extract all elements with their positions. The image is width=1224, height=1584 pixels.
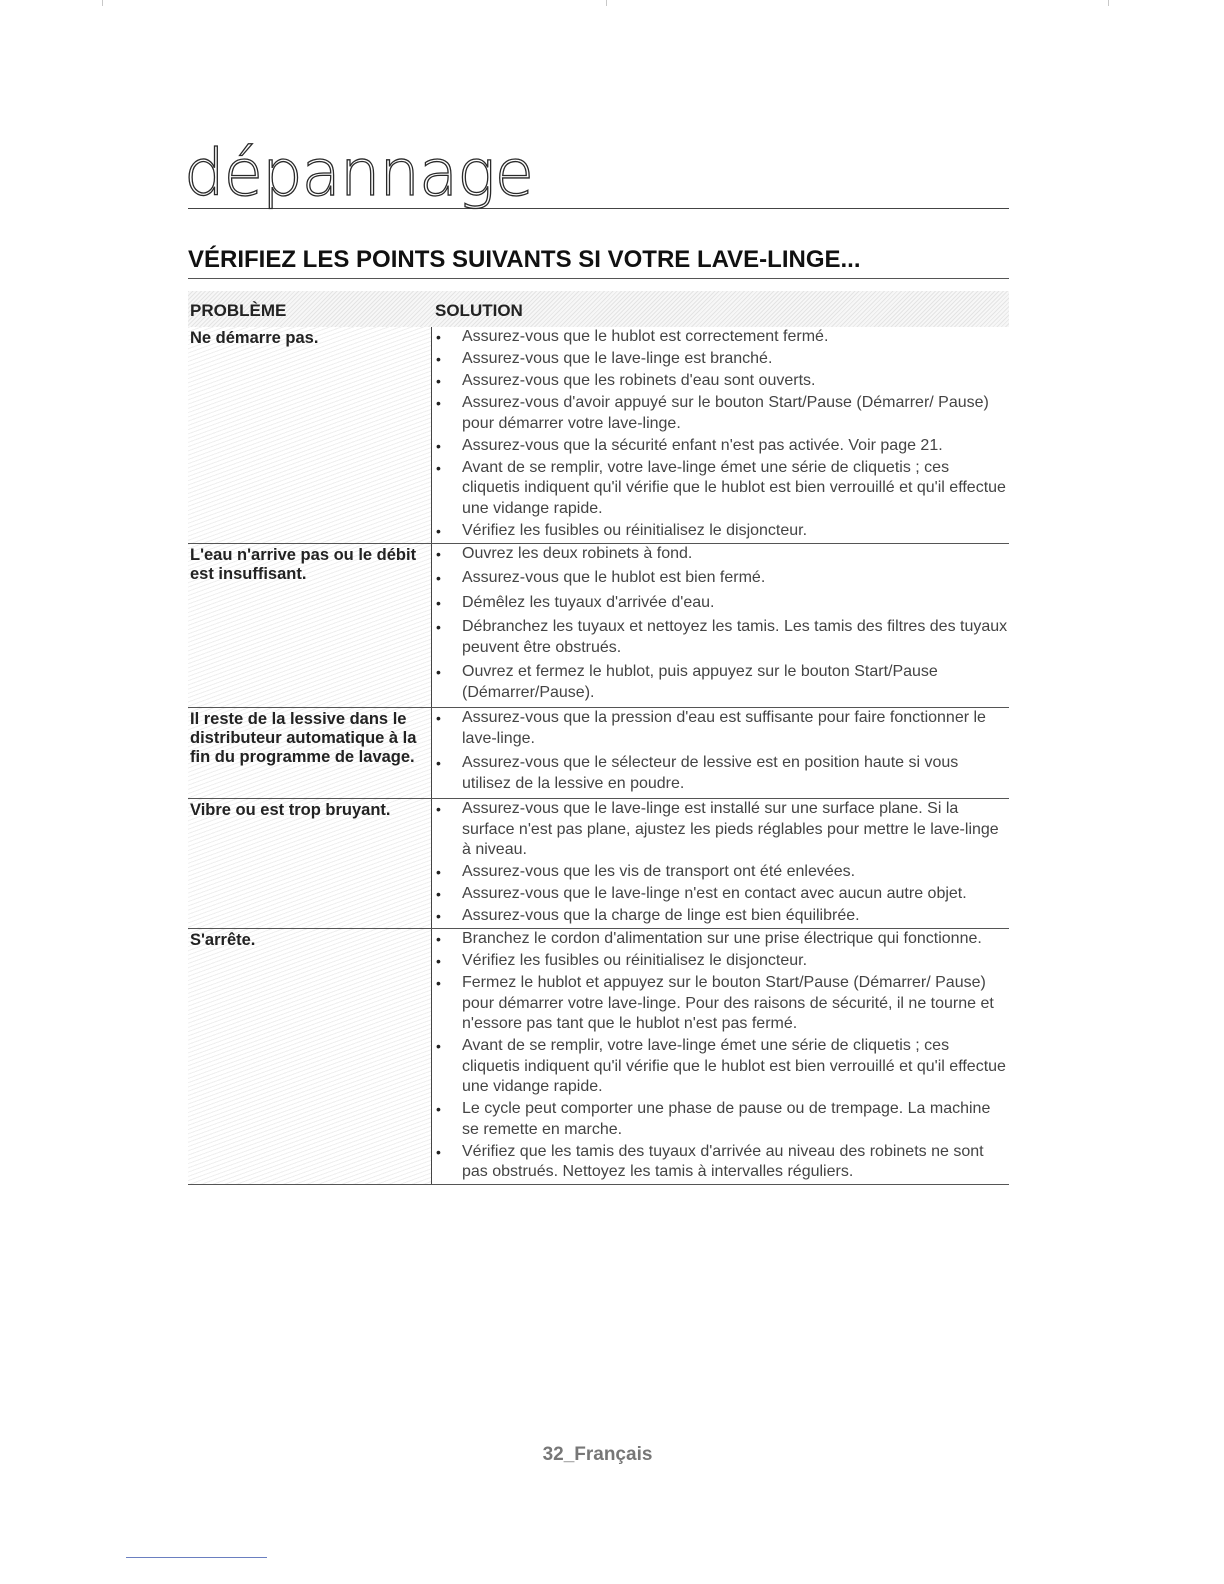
- page-footer: 32_Français: [542, 1444, 653, 1465]
- header-solution: SOLUTION: [435, 301, 523, 320]
- solution-text: Avant de se remplir, votre lave-linge émet une série de cliquetis ; ces cliquetis indiquent qu'il vérifie que le hublot est bien verrouillé et qu'il effectue une vidange rapide.: [462, 458, 1006, 517]
- bullet-icon: •: [436, 594, 441, 611]
- bullet-icon: •: [436, 570, 441, 586]
- page-title: dépannage: [184, 137, 533, 211]
- solution-text: Le cycle peut comporter une phase de pause ou de trempage. La machine se remette en marche.: [462, 1100, 991, 1138]
- solution-item: [432, 393, 1009, 434]
- solution-item: [432, 662, 1009, 703]
- solution-text: Avant de se remplir, votre lave-linge émet une série de cliquetis ; ces cliquetis indiquent qu'il vérifie que le hublot est bien verrouillé et qu'il effectue une vidange rapide.: [462, 1037, 1006, 1095]
- problem-cell: Ne démarre pas.: [188, 327, 432, 543]
- problem-cell: S'arrête.: [188, 929, 432, 1184]
- solution-text: Assurez-vous que la sécurité enfant n'est pas activée. Voir page 21.: [462, 436, 943, 454]
- table-row: [188, 327, 1009, 544]
- table-header: [188, 291, 1009, 327]
- crop-mark-right: [1108, 0, 1109, 6]
- problem-cell: Vibre ou est trop bruyant.: [188, 799, 432, 928]
- bullet-icon: •: [436, 755, 441, 771]
- problem-cell: L'eau n'arrive pas ou le débit est insuffisant.: [188, 544, 432, 708]
- solution-text: Ouvrez et fermez le hublot, puis appuyez sur le bouton Start/Pause (Démarrer/Pause).: [462, 663, 938, 701]
- bullet-icon: •: [436, 664, 441, 680]
- bullet-icon: •: [436, 619, 441, 635]
- section-heading-block: [188, 246, 1009, 279]
- troubleshooting-table: [188, 291, 1009, 1185]
- bullet-icon: •: [436, 373, 441, 389]
- solution-item: [432, 544, 1009, 565]
- solution-text: Assurez-vous que la charge de linge est bien équilibrée.: [462, 907, 860, 924]
- solution-item: [432, 568, 1009, 589]
- solution-cell: [432, 929, 1009, 1184]
- table-row: [188, 799, 1009, 929]
- solution-text: Assurez-vous que le sélecteur de lessive est en position haute si vous utilisez de la lessive en poudre.: [462, 754, 959, 792]
- solution-cell: [432, 544, 1009, 708]
- solution-item: [432, 753, 1009, 794]
- solution-text: Assurez-vous que la pression d'eau est suffisante pour faire fonctionner le lave-linge.: [462, 709, 986, 747]
- solution-cell: [432, 708, 1009, 798]
- table-body: [188, 327, 1009, 1185]
- solution-text: Ouvrez les deux robinets à fond.: [462, 544, 693, 562]
- problem-cell: Il reste de la lessive dans le distributeur automatique à la fin du programme de lavage.: [188, 708, 432, 798]
- bottom-rule: [126, 1557, 267, 1558]
- page-title-block: [184, 137, 1009, 211]
- bullet-icon: •: [436, 931, 441, 947]
- solution-text: Débranchez les tuyaux et nettoyez les tamis. Les tamis des filtres des tuyaux peuvent être obstrués.: [462, 618, 1008, 656]
- bullet-icon: •: [436, 864, 441, 880]
- solution-list: [432, 327, 1009, 541]
- bullet-icon: •: [436, 329, 441, 345]
- solution-cell: [432, 799, 1009, 928]
- bullet-icon: •: [436, 953, 441, 969]
- bullet-icon: •: [436, 545, 441, 562]
- bullet-icon: •: [436, 886, 441, 902]
- bullet-icon: •: [436, 437, 441, 454]
- bullet-icon: •: [436, 395, 441, 411]
- solution-list: [432, 929, 1009, 1183]
- solution-text: Assurez-vous que les robinets d'eau sont ouverts.: [462, 372, 816, 389]
- solution-item: [432, 862, 1009, 883]
- solution-cell: [432, 327, 1009, 543]
- solution-text: Vérifiez les fusibles ou réinitialisez le disjoncteur.: [462, 952, 808, 969]
- table-row: [188, 544, 1009, 709]
- header-problem: PROBLÈME: [190, 301, 287, 320]
- section-heading: VÉRIFIEZ LES POINTS SUIVANTS SI VOTRE LAVE-LINGE...: [188, 246, 861, 273]
- table-row: [188, 929, 1009, 1185]
- crop-mark-center: [606, 0, 607, 6]
- solution-text: Assurez-vous que les vis de transport ont été enlevées.: [462, 863, 856, 880]
- solution-text: Vérifiez que les tamis des tuyaux d'arrivée au niveau des robinets ne sont pas obstrués. Nettoyez les tamis à intervalles réguliers.: [462, 1142, 984, 1180]
- bullet-icon: •: [436, 522, 441, 539]
- solution-text: Vérifiez les fusibles ou réinitialisez le disjoncteur.: [462, 521, 808, 539]
- solution-item: [432, 929, 1009, 950]
- solution-text: Démêlez les tuyaux d'arrivée d'eau.: [462, 593, 715, 611]
- solution-text: Assurez-vous que le hublot est bien fermé.: [462, 569, 766, 586]
- bullet-icon: •: [436, 908, 441, 924]
- table-row: [188, 708, 1009, 799]
- solution-item: [432, 436, 1009, 457]
- bullet-icon: •: [436, 1101, 441, 1117]
- bullet-icon: •: [436, 1038, 441, 1054]
- solution-text: Assurez-vous que le lave-linge est installé sur une surface plane. Si la surface n'est pas plane, ajustez les pieds réglables pour mettre le lave-linge à niveau.: [462, 800, 999, 858]
- solution-list: [432, 799, 1009, 927]
- crop-mark-left: [102, 0, 103, 6]
- solution-item: [432, 458, 1009, 520]
- solution-item: [432, 371, 1009, 392]
- solution-text: Fermez le hublot et appuyez sur le bouton Start/Pause (Démarrer/ Pause) pour démarrer votre lave-linge. Pour des raisons de sécurité, il ne tourne et n'essore pas tant que le hublot n'est pas fermé.: [462, 974, 994, 1032]
- solution-text: Assurez-vous que le lave-linge est branché.: [462, 350, 773, 367]
- solution-item: [432, 593, 1009, 614]
- solution-text: Assurez-vous que le hublot est correctement fermé.: [462, 328, 829, 345]
- bullet-icon: •: [436, 710, 441, 726]
- bullet-icon: •: [436, 1143, 441, 1160]
- solution-item: [432, 349, 1009, 370]
- bullet-icon: •: [436, 801, 441, 817]
- solution-item: [432, 799, 1009, 861]
- bullet-icon: •: [436, 459, 441, 476]
- solution-item: [432, 906, 1009, 927]
- solution-item: [432, 617, 1009, 658]
- solution-list: [432, 544, 1009, 704]
- solution-text: Branchez le cordon d'alimentation sur une prise électrique qui fonctionne.: [462, 930, 982, 947]
- solution-item: [432, 521, 1009, 542]
- solution-item: [432, 951, 1009, 972]
- solution-list: [432, 708, 1009, 794]
- solution-item: [432, 708, 1009, 749]
- solution-text: Assurez-vous d'avoir appuyé sur le bouton Start/Pause (Démarrer/ Pause) pour démarrer votre lave-linge.: [462, 394, 989, 432]
- solution-item: [432, 1099, 1009, 1140]
- bullet-icon: •: [436, 975, 441, 991]
- solution-item: [432, 327, 1009, 348]
- solution-text: Assurez-vous que le lave-linge n'est en contact avec aucun autre objet.: [462, 885, 967, 902]
- solution-item: [432, 973, 1009, 1035]
- bullet-icon: •: [436, 351, 441, 367]
- solution-item: [432, 1142, 1009, 1183]
- solution-item: [432, 1036, 1009, 1098]
- solution-item: [432, 884, 1009, 905]
